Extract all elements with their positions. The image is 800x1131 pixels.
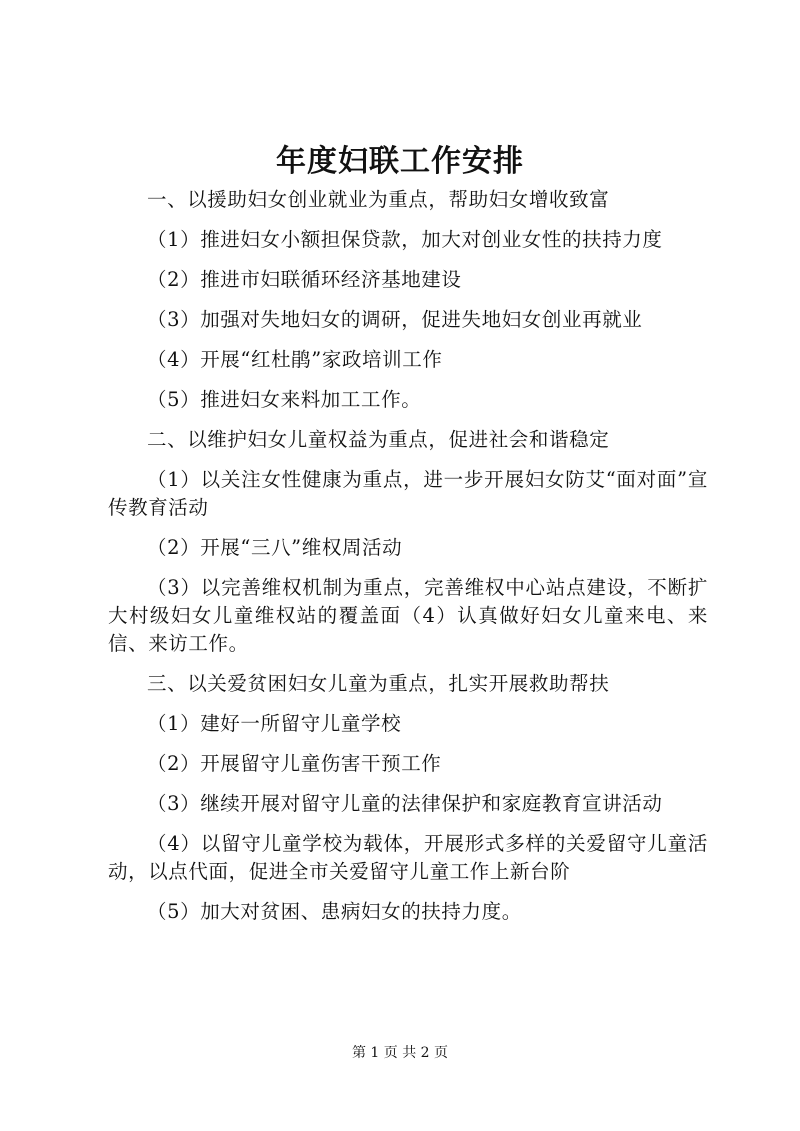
list-item: （3）以完善维权机制为重点，完善维权中心站点建设，不断扩大村级妇女儿童维权站的覆盖面（4）认真做好妇女儿童来电、来信、来访工作。 xyxy=(108,576,708,655)
list-item: （2）推进市妇联循环经济基地建设 xyxy=(147,268,462,291)
list-item: （1）建好一所留守儿童学校 xyxy=(147,712,402,735)
page-footer: 第 1 页 共 2 页 xyxy=(351,1045,449,1061)
list-item: （4）以留守儿童学校为载体，开展形式多样的关爱留守儿童活动，以点代面，促进全市关爱留守儿童工作上新台阶 xyxy=(108,832,708,883)
list-item: （2）开展留守儿童伤害干预工作 xyxy=(147,752,442,775)
list-item: （4）开展“红杜鹃”家政培训工作 xyxy=(147,348,443,371)
document-body xyxy=(108,186,708,938)
document-title: 年度妇联工作安排 xyxy=(276,144,524,179)
list-item: （3）继续开展对留守儿童的法律保护和家庭教育宣讲活动 xyxy=(147,792,663,815)
list-item: （5）推进妇女来料加工工作。 xyxy=(147,388,422,411)
list-item: （1）以关注女性健康为重点，进一步开展妇女防艾“面对面”宣传教育活动 xyxy=(108,468,708,519)
section-heading-2: 二、以维护妇女儿童权益为重点，促进社会和谐稳定 xyxy=(147,428,610,451)
list-item: （2）开展“三八”维权周活动 xyxy=(147,536,403,559)
list-item: （1）推进妇女小额担保贷款，加大对创业女性的扶持力度 xyxy=(147,228,663,251)
section-heading-1: 一、以援助妇女创业就业为重点，帮助妇女增收致富 xyxy=(147,188,610,211)
section-heading-3: 三、以关爱贫困妇女儿童为重点，扎实开展救助帮扶 xyxy=(147,672,610,695)
list-item: （3）加强对失地妇女的调研，促进失地妇女创业再就业 xyxy=(147,308,643,331)
list-item: （5）加大对贫困、患病妇女的扶持力度。 xyxy=(147,900,522,923)
